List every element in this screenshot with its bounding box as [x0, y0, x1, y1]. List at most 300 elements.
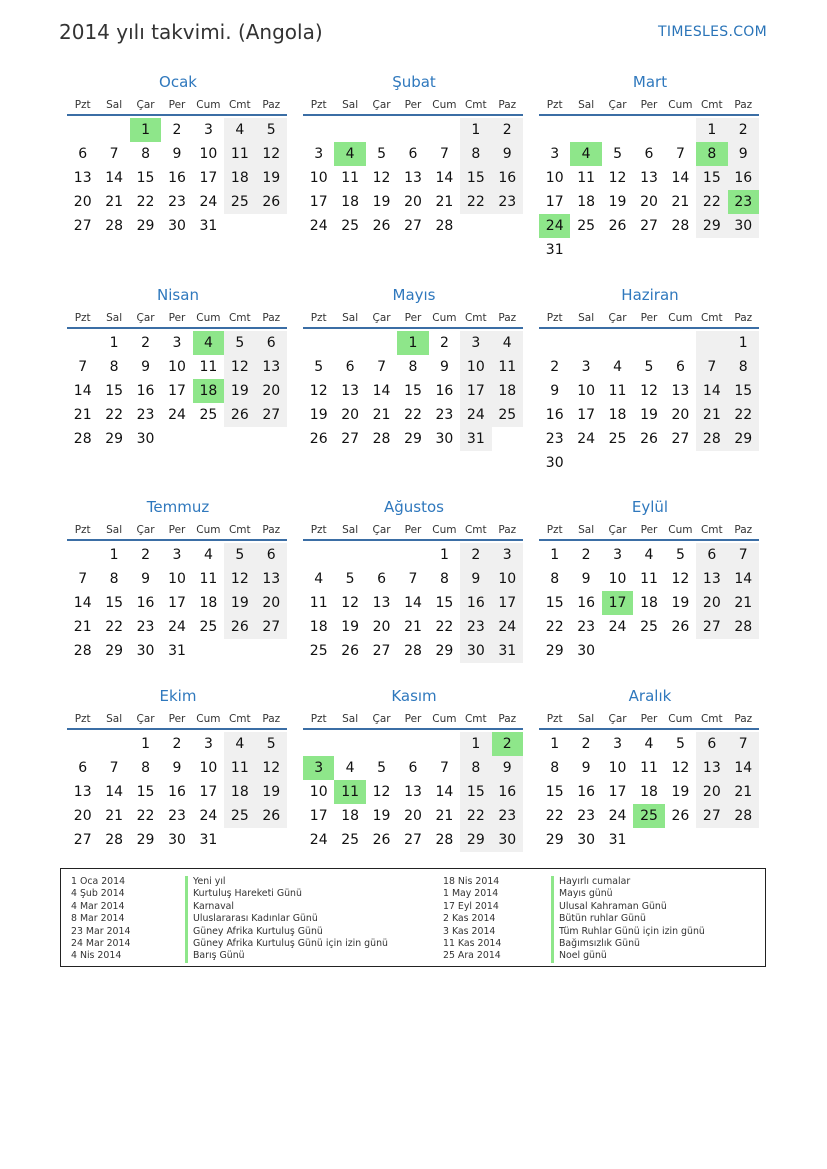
- day-cell[interactable]: 22: [105, 619, 124, 635]
- day-cell[interactable]: 7: [78, 359, 88, 375]
- day-cell[interactable]: 6: [345, 359, 355, 375]
- day-cell[interactable]: 21: [372, 407, 391, 423]
- day-cell[interactable]: 5: [256, 118, 287, 142]
- day-cell[interactable]: 21: [728, 591, 759, 615]
- day-cell[interactable]: 22: [136, 194, 155, 210]
- day-cell[interactable]: 22: [460, 190, 491, 214]
- day-cell[interactable]: 2: [172, 122, 182, 138]
- day-cell[interactable]: 5: [224, 331, 255, 355]
- day-cell[interactable]: 4: [345, 760, 355, 776]
- day-cell[interactable]: 6: [696, 543, 727, 567]
- holiday-day-cell[interactable]: 1: [130, 118, 161, 142]
- day-cell[interactable]: 24: [309, 218, 328, 234]
- day-cell[interactable]: 14: [435, 784, 454, 800]
- day-cell[interactable]: 21: [404, 619, 422, 635]
- day-cell[interactable]: 22: [696, 190, 727, 214]
- day-cell[interactable]: 25: [640, 619, 658, 635]
- day-cell[interactable]: 7: [675, 146, 685, 162]
- day-cell[interactable]: 15: [136, 784, 155, 800]
- day-cell[interactable]: 26: [341, 643, 360, 659]
- day-cell[interactable]: 26: [671, 619, 690, 635]
- day-cell[interactable]: 18: [341, 808, 360, 824]
- day-cell[interactable]: 19: [608, 194, 627, 210]
- day-cell[interactable]: 21: [435, 194, 454, 210]
- day-cell[interactable]: 1: [550, 736, 560, 752]
- day-cell[interactable]: 25: [492, 403, 523, 427]
- day-cell[interactable]: 13: [696, 756, 727, 780]
- day-cell[interactable]: 17: [492, 591, 523, 615]
- day-cell[interactable]: 6: [675, 359, 685, 375]
- day-cell[interactable]: 29: [136, 832, 155, 848]
- day-cell[interactable]: 23: [460, 615, 491, 639]
- day-cell[interactable]: 8: [460, 756, 491, 780]
- day-cell[interactable]: 26: [256, 804, 287, 828]
- day-cell[interactable]: 30: [136, 643, 155, 659]
- day-cell[interactable]: 10: [199, 760, 218, 776]
- day-cell[interactable]: 21: [105, 194, 124, 210]
- day-cell[interactable]: 8: [408, 359, 418, 375]
- day-cell[interactable]: 10: [608, 760, 627, 776]
- holiday-day-cell[interactable]: 23: [728, 190, 759, 214]
- day-cell[interactable]: 7: [439, 760, 449, 776]
- holiday-day-cell[interactable]: 8: [696, 142, 727, 166]
- day-cell[interactable]: 8: [141, 760, 151, 776]
- day-cell[interactable]: 22: [545, 808, 564, 824]
- day-cell[interactable]: 7: [728, 543, 759, 567]
- day-cell[interactable]: 18: [640, 595, 658, 611]
- day-cell[interactable]: 14: [435, 170, 454, 186]
- day-cell[interactable]: 28: [696, 427, 727, 451]
- day-cell[interactable]: 18: [640, 784, 658, 800]
- day-cell[interactable]: 8: [141, 146, 151, 162]
- holiday-day-cell[interactable]: 2: [492, 732, 523, 756]
- day-cell[interactable]: 15: [136, 170, 155, 186]
- day-cell[interactable]: 3: [314, 146, 324, 162]
- day-cell[interactable]: 14: [105, 170, 124, 186]
- day-cell[interactable]: 4: [492, 331, 523, 355]
- day-cell[interactable]: 4: [644, 736, 654, 752]
- day-cell[interactable]: 5: [256, 732, 287, 756]
- day-cell[interactable]: 28: [728, 804, 759, 828]
- day-cell[interactable]: 15: [105, 383, 124, 399]
- day-cell[interactable]: 13: [671, 383, 690, 399]
- holiday-day-cell[interactable]: 1: [397, 331, 428, 355]
- day-cell[interactable]: 27: [372, 643, 391, 659]
- day-cell[interactable]: 9: [492, 142, 523, 166]
- day-cell[interactable]: 17: [199, 784, 218, 800]
- holiday-day-cell[interactable]: 3: [303, 756, 334, 780]
- day-cell[interactable]: 6: [78, 146, 88, 162]
- day-cell[interactable]: 15: [460, 166, 491, 190]
- day-cell[interactable]: 26: [372, 218, 391, 234]
- day-cell[interactable]: 20: [671, 407, 690, 423]
- day-cell[interactable]: 26: [608, 218, 627, 234]
- day-cell[interactable]: 27: [640, 218, 658, 234]
- day-cell[interactable]: 29: [728, 427, 759, 451]
- day-cell[interactable]: 3: [172, 547, 182, 563]
- holiday-day-cell[interactable]: 11: [334, 780, 365, 804]
- day-cell[interactable]: 20: [640, 194, 658, 210]
- day-cell[interactable]: 11: [224, 142, 255, 166]
- day-cell[interactable]: 23: [168, 194, 186, 210]
- day-cell[interactable]: 15: [696, 166, 727, 190]
- day-cell[interactable]: 24: [492, 615, 523, 639]
- day-cell[interactable]: 19: [341, 619, 360, 635]
- day-cell[interactable]: 14: [728, 567, 759, 591]
- day-cell[interactable]: 13: [73, 170, 92, 186]
- day-cell[interactable]: 18: [577, 194, 596, 210]
- day-cell[interactable]: 10: [545, 170, 564, 186]
- day-cell[interactable]: 27: [341, 431, 360, 447]
- day-cell[interactable]: 28: [73, 643, 92, 659]
- day-cell[interactable]: 10: [492, 567, 523, 591]
- day-cell[interactable]: 1: [728, 331, 759, 355]
- day-cell[interactable]: 19: [372, 808, 391, 824]
- day-cell[interactable]: 2: [460, 543, 491, 567]
- day-cell[interactable]: 29: [105, 643, 124, 659]
- day-cell[interactable]: 9: [581, 760, 591, 776]
- holiday-day-cell[interactable]: 17: [602, 591, 633, 615]
- day-cell[interactable]: 14: [73, 595, 92, 611]
- day-cell[interactable]: 21: [671, 194, 690, 210]
- day-cell[interactable]: 12: [671, 760, 690, 776]
- day-cell[interactable]: 26: [309, 431, 328, 447]
- day-cell[interactable]: 9: [439, 359, 449, 375]
- day-cell[interactable]: 2: [581, 547, 591, 563]
- day-cell[interactable]: 20: [696, 591, 727, 615]
- day-cell[interactable]: 16: [492, 166, 523, 190]
- day-cell[interactable]: 1: [109, 547, 119, 563]
- day-cell[interactable]: 3: [550, 146, 560, 162]
- day-cell[interactable]: 24: [608, 808, 627, 824]
- day-cell[interactable]: 25: [341, 218, 360, 234]
- day-cell[interactable]: 30: [435, 431, 454, 447]
- day-cell[interactable]: 2: [728, 118, 759, 142]
- day-cell[interactable]: 31: [545, 242, 564, 258]
- day-cell[interactable]: 5: [675, 547, 685, 563]
- day-cell[interactable]: 16: [168, 170, 186, 186]
- day-cell[interactable]: 29: [435, 643, 454, 659]
- day-cell[interactable]: 26: [372, 832, 391, 848]
- day-cell[interactable]: 2: [581, 736, 591, 752]
- day-cell[interactable]: 24: [608, 619, 627, 635]
- day-cell[interactable]: 9: [728, 142, 759, 166]
- day-cell[interactable]: 11: [577, 170, 596, 186]
- day-cell[interactable]: 29: [545, 832, 564, 848]
- day-cell[interactable]: 20: [73, 808, 92, 824]
- day-cell[interactable]: 12: [372, 784, 391, 800]
- day-cell[interactable]: 14: [372, 383, 391, 399]
- day-cell[interactable]: 15: [728, 379, 759, 403]
- day-cell[interactable]: 30: [728, 214, 759, 238]
- day-cell[interactable]: 7: [408, 571, 418, 587]
- day-cell[interactable]: 25: [224, 190, 255, 214]
- brand-link[interactable]: TIMESLES.COM: [658, 24, 767, 40]
- day-cell[interactable]: 10: [168, 359, 186, 375]
- day-cell[interactable]: 22: [404, 407, 422, 423]
- day-cell[interactable]: 9: [460, 567, 491, 591]
- day-cell[interactable]: 27: [696, 615, 727, 639]
- day-cell[interactable]: 13: [256, 355, 287, 379]
- day-cell[interactable]: 20: [341, 407, 360, 423]
- holiday-day-cell[interactable]: 4: [193, 331, 224, 355]
- day-cell[interactable]: 12: [256, 142, 287, 166]
- day-cell[interactable]: 20: [256, 379, 287, 403]
- day-cell[interactable]: 12: [309, 383, 328, 399]
- day-cell[interactable]: 16: [728, 166, 759, 190]
- day-cell[interactable]: 9: [172, 760, 182, 776]
- day-cell[interactable]: 25: [309, 643, 328, 659]
- day-cell[interactable]: 5: [345, 571, 355, 587]
- day-cell[interactable]: 18: [341, 194, 360, 210]
- day-cell[interactable]: 26: [640, 431, 658, 447]
- day-cell[interactable]: 15: [105, 595, 124, 611]
- day-cell[interactable]: 19: [256, 780, 287, 804]
- day-cell[interactable]: 12: [224, 567, 255, 591]
- day-cell[interactable]: 3: [203, 122, 213, 138]
- holiday-day-cell[interactable]: 4: [334, 142, 365, 166]
- day-cell[interactable]: 8: [109, 571, 119, 587]
- day-cell[interactable]: 9: [141, 571, 151, 587]
- day-cell[interactable]: 24: [199, 194, 218, 210]
- day-cell[interactable]: 2: [492, 118, 523, 142]
- day-cell[interactable]: 3: [172, 335, 182, 351]
- day-cell[interactable]: 26: [224, 615, 255, 639]
- day-cell[interactable]: 9: [172, 146, 182, 162]
- day-cell[interactable]: 31: [168, 643, 186, 659]
- day-cell[interactable]: 19: [640, 407, 658, 423]
- day-cell[interactable]: 8: [460, 142, 491, 166]
- day-cell[interactable]: 17: [545, 194, 564, 210]
- day-cell[interactable]: 4: [224, 118, 255, 142]
- day-cell[interactable]: 26: [671, 808, 690, 824]
- day-cell[interactable]: 17: [309, 808, 328, 824]
- day-cell[interactable]: 2: [172, 736, 182, 752]
- day-cell[interactable]: 28: [372, 431, 391, 447]
- day-cell[interactable]: 5: [377, 146, 387, 162]
- day-cell[interactable]: 16: [136, 595, 155, 611]
- day-cell[interactable]: 2: [439, 335, 449, 351]
- day-cell[interactable]: 17: [199, 170, 218, 186]
- day-cell[interactable]: 12: [256, 756, 287, 780]
- day-cell[interactable]: 1: [460, 732, 491, 756]
- day-cell[interactable]: 11: [608, 383, 627, 399]
- day-cell[interactable]: 7: [377, 359, 387, 375]
- day-cell[interactable]: 20: [404, 194, 422, 210]
- day-cell[interactable]: 9: [492, 756, 523, 780]
- day-cell[interactable]: 7: [78, 571, 88, 587]
- day-cell[interactable]: 27: [696, 804, 727, 828]
- day-cell[interactable]: 11: [640, 571, 658, 587]
- day-cell[interactable]: 25: [199, 619, 218, 635]
- day-cell[interactable]: 13: [404, 170, 422, 186]
- day-cell[interactable]: 1: [439, 547, 449, 563]
- day-cell[interactable]: 15: [435, 595, 454, 611]
- day-cell[interactable]: 11: [199, 571, 218, 587]
- day-cell[interactable]: 4: [644, 547, 654, 563]
- day-cell[interactable]: 6: [408, 760, 418, 776]
- day-cell[interactable]: 23: [136, 619, 155, 635]
- day-cell[interactable]: 2: [141, 335, 151, 351]
- day-cell[interactable]: 17: [309, 194, 328, 210]
- day-cell[interactable]: 16: [136, 383, 155, 399]
- day-cell[interactable]: 24: [460, 403, 491, 427]
- day-cell[interactable]: 30: [545, 455, 564, 471]
- day-cell[interactable]: 19: [372, 194, 391, 210]
- day-cell[interactable]: 24: [577, 431, 596, 447]
- day-cell[interactable]: 6: [696, 732, 727, 756]
- day-cell[interactable]: 28: [105, 832, 124, 848]
- day-cell[interactable]: 29: [460, 828, 491, 852]
- day-cell[interactable]: 23: [577, 619, 596, 635]
- day-cell[interactable]: 6: [377, 571, 387, 587]
- day-cell[interactable]: 10: [460, 355, 491, 379]
- day-cell[interactable]: 10: [309, 170, 328, 186]
- day-cell[interactable]: 19: [224, 379, 255, 403]
- day-cell[interactable]: 27: [256, 615, 287, 639]
- day-cell[interactable]: 24: [168, 407, 186, 423]
- day-cell[interactable]: 13: [696, 567, 727, 591]
- day-cell[interactable]: 16: [492, 780, 523, 804]
- day-cell[interactable]: 16: [545, 407, 564, 423]
- day-cell[interactable]: 11: [309, 595, 328, 611]
- day-cell[interactable]: 1: [460, 118, 491, 142]
- day-cell[interactable]: 11: [199, 359, 218, 375]
- day-cell[interactable]: 1: [109, 335, 119, 351]
- day-cell[interactable]: 28: [435, 218, 454, 234]
- day-cell[interactable]: 20: [256, 591, 287, 615]
- day-cell[interactable]: 8: [728, 355, 759, 379]
- day-cell[interactable]: 28: [435, 832, 454, 848]
- day-cell[interactable]: 10: [577, 383, 596, 399]
- day-cell[interactable]: 30: [460, 639, 491, 663]
- day-cell[interactable]: 5: [613, 146, 623, 162]
- day-cell[interactable]: 16: [460, 591, 491, 615]
- day-cell[interactable]: 31: [460, 427, 491, 451]
- day-cell[interactable]: 9: [550, 383, 560, 399]
- day-cell[interactable]: 14: [404, 595, 422, 611]
- day-cell[interactable]: 25: [341, 832, 360, 848]
- day-cell[interactable]: 25: [608, 431, 627, 447]
- day-cell[interactable]: 29: [545, 643, 564, 659]
- day-cell[interactable]: 15: [545, 784, 564, 800]
- day-cell[interactable]: 13: [640, 170, 658, 186]
- day-cell[interactable]: 21: [105, 808, 124, 824]
- day-cell[interactable]: 16: [168, 784, 186, 800]
- day-cell[interactable]: 16: [577, 784, 596, 800]
- day-cell[interactable]: 9: [581, 571, 591, 587]
- day-cell[interactable]: 23: [435, 407, 454, 423]
- day-cell[interactable]: 3: [492, 543, 523, 567]
- day-cell[interactable]: 15: [545, 595, 564, 611]
- day-cell[interactable]: 12: [671, 571, 690, 587]
- day-cell[interactable]: 4: [314, 571, 324, 587]
- day-cell[interactable]: 18: [224, 166, 255, 190]
- day-cell[interactable]: 24: [199, 808, 218, 824]
- day-cell[interactable]: 6: [256, 543, 287, 567]
- day-cell[interactable]: 12: [341, 595, 360, 611]
- day-cell[interactable]: 5: [224, 543, 255, 567]
- day-cell[interactable]: 17: [608, 784, 627, 800]
- day-cell[interactable]: 14: [728, 756, 759, 780]
- day-cell[interactable]: 14: [105, 784, 124, 800]
- day-cell[interactable]: 21: [728, 780, 759, 804]
- day-cell[interactable]: 1: [550, 547, 560, 563]
- day-cell[interactable]: 7: [696, 355, 727, 379]
- day-cell[interactable]: 1: [696, 118, 727, 142]
- day-cell[interactable]: 10: [608, 571, 627, 587]
- day-cell[interactable]: 15: [460, 780, 491, 804]
- day-cell[interactable]: 3: [460, 331, 491, 355]
- day-cell[interactable]: 29: [696, 214, 727, 238]
- day-cell[interactable]: 9: [141, 359, 151, 375]
- day-cell[interactable]: 14: [73, 383, 92, 399]
- day-cell[interactable]: 11: [492, 355, 523, 379]
- day-cell[interactable]: 28: [728, 615, 759, 639]
- day-cell[interactable]: 28: [105, 218, 124, 234]
- day-cell[interactable]: 10: [309, 784, 328, 800]
- day-cell[interactable]: 21: [435, 808, 454, 824]
- day-cell[interactable]: 31: [199, 832, 218, 848]
- day-cell[interactable]: 18: [199, 595, 218, 611]
- day-cell[interactable]: 6: [408, 146, 418, 162]
- day-cell[interactable]: 21: [73, 407, 92, 423]
- day-cell[interactable]: 19: [224, 591, 255, 615]
- day-cell[interactable]: 2: [550, 359, 560, 375]
- day-cell[interactable]: 7: [109, 760, 119, 776]
- day-cell[interactable]: 28: [73, 431, 92, 447]
- day-cell[interactable]: 21: [73, 619, 92, 635]
- day-cell[interactable]: 25: [199, 407, 218, 423]
- day-cell[interactable]: 7: [439, 146, 449, 162]
- day-cell[interactable]: 29: [136, 218, 155, 234]
- day-cell[interactable]: 16: [577, 595, 596, 611]
- day-cell[interactable]: 20: [696, 780, 727, 804]
- day-cell[interactable]: 8: [109, 359, 119, 375]
- day-cell[interactable]: 6: [644, 146, 654, 162]
- day-cell[interactable]: 28: [671, 218, 690, 234]
- day-cell[interactable]: 17: [168, 595, 186, 611]
- day-cell[interactable]: 30: [168, 832, 186, 848]
- day-cell[interactable]: 1: [141, 736, 151, 752]
- day-cell[interactable]: 3: [581, 359, 591, 375]
- day-cell[interactable]: 30: [577, 643, 596, 659]
- day-cell[interactable]: 25: [577, 218, 596, 234]
- day-cell[interactable]: 17: [460, 379, 491, 403]
- holiday-day-cell[interactable]: 18: [193, 379, 224, 403]
- day-cell[interactable]: 22: [105, 407, 124, 423]
- day-cell[interactable]: 18: [492, 379, 523, 403]
- day-cell[interactable]: 27: [404, 832, 422, 848]
- day-cell[interactable]: 27: [671, 431, 690, 447]
- day-cell[interactable]: 8: [550, 760, 560, 776]
- day-cell[interactable]: 23: [577, 808, 596, 824]
- day-cell[interactable]: 31: [199, 218, 218, 234]
- day-cell[interactable]: 11: [640, 760, 658, 776]
- day-cell[interactable]: 7: [109, 146, 119, 162]
- day-cell[interactable]: 4: [224, 732, 255, 756]
- day-cell[interactable]: 29: [404, 431, 422, 447]
- day-cell[interactable]: 20: [404, 808, 422, 824]
- day-cell[interactable]: 25: [224, 804, 255, 828]
- day-cell[interactable]: 26: [256, 190, 287, 214]
- day-cell[interactable]: 5: [675, 736, 685, 752]
- day-cell[interactable]: 27: [73, 832, 92, 848]
- day-cell[interactable]: 12: [372, 170, 391, 186]
- day-cell[interactable]: 13: [73, 784, 92, 800]
- day-cell[interactable]: 29: [105, 431, 124, 447]
- holiday-day-cell[interactable]: 4: [570, 142, 601, 166]
